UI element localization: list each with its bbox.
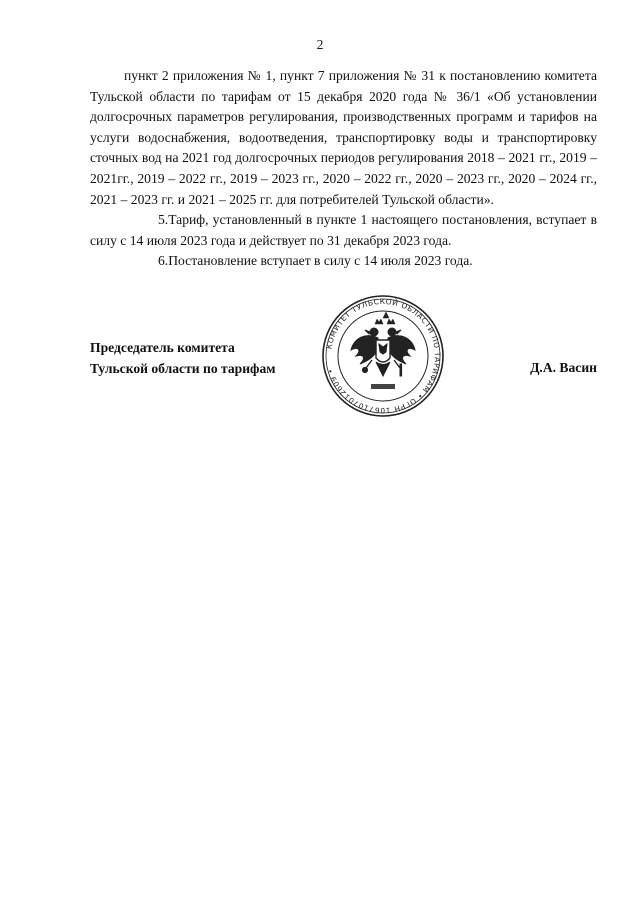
document-body — [90, 66, 597, 272]
paragraph-item-6 — [90, 251, 597, 272]
seal-circular-text: КОМИТЕТ ТУЛЬСКОЙ ОБЛАСТИ ПО ТАРИФАМ • ОГРН 1067107012609 • — [324, 296, 443, 416]
signatory-role-line-2: Тульской области по тарифам — [90, 360, 276, 376]
paragraph-number: 6. — [158, 253, 169, 269]
paragraph-item-5 — [90, 210, 597, 251]
seal-bottom-label — [371, 384, 395, 389]
signatory-role-line-1: Председатель комитета — [90, 340, 235, 355]
paragraph-text: Постановление вступает в силу с 14 июля 2023 года. — [168, 253, 473, 269]
paragraph-number: 5. — [158, 212, 169, 228]
paragraph-continuation — [90, 66, 597, 210]
signatory-role — [90, 338, 276, 379]
official-seal-stamp — [318, 294, 448, 418]
paragraph-text: Тариф, установленный в пункте 1 настоящего постановления, вступает в силу с 14 июля 2023 года и действует по 31 декабря 2023 года. — [90, 212, 597, 248]
signatory-name: Д.А. Васин — [530, 360, 597, 375]
paragraph-text: пункт 2 приложения № 1, пункт 7 приложения № 31 к постановлению комитета Тульской области по тарифам от 15 декабря 2020 года № 36/1 «Об установлении долгосрочных параметров регулирования, производственных программ и тарифов на услуги водоснабжения, водоотведения, транспортировку воды и транспортировку сточных вод на 2021 год долгосрочных периодов регулирования 2018 – 2021 гг., 2019 – 2021гг., 2019 – 2022 гг., 2019 – 2023 гг., 2020 – 2022 гг., 2020 – 2023 гг., 2020 – 2024 гг., 2021 – 2023 гг. и 2021 – 2025 гг. для потребителей Тульской области». — [90, 68, 597, 207]
page-number: 2 — [316, 37, 324, 52]
coat-of-arms-emblem — [351, 312, 415, 376]
